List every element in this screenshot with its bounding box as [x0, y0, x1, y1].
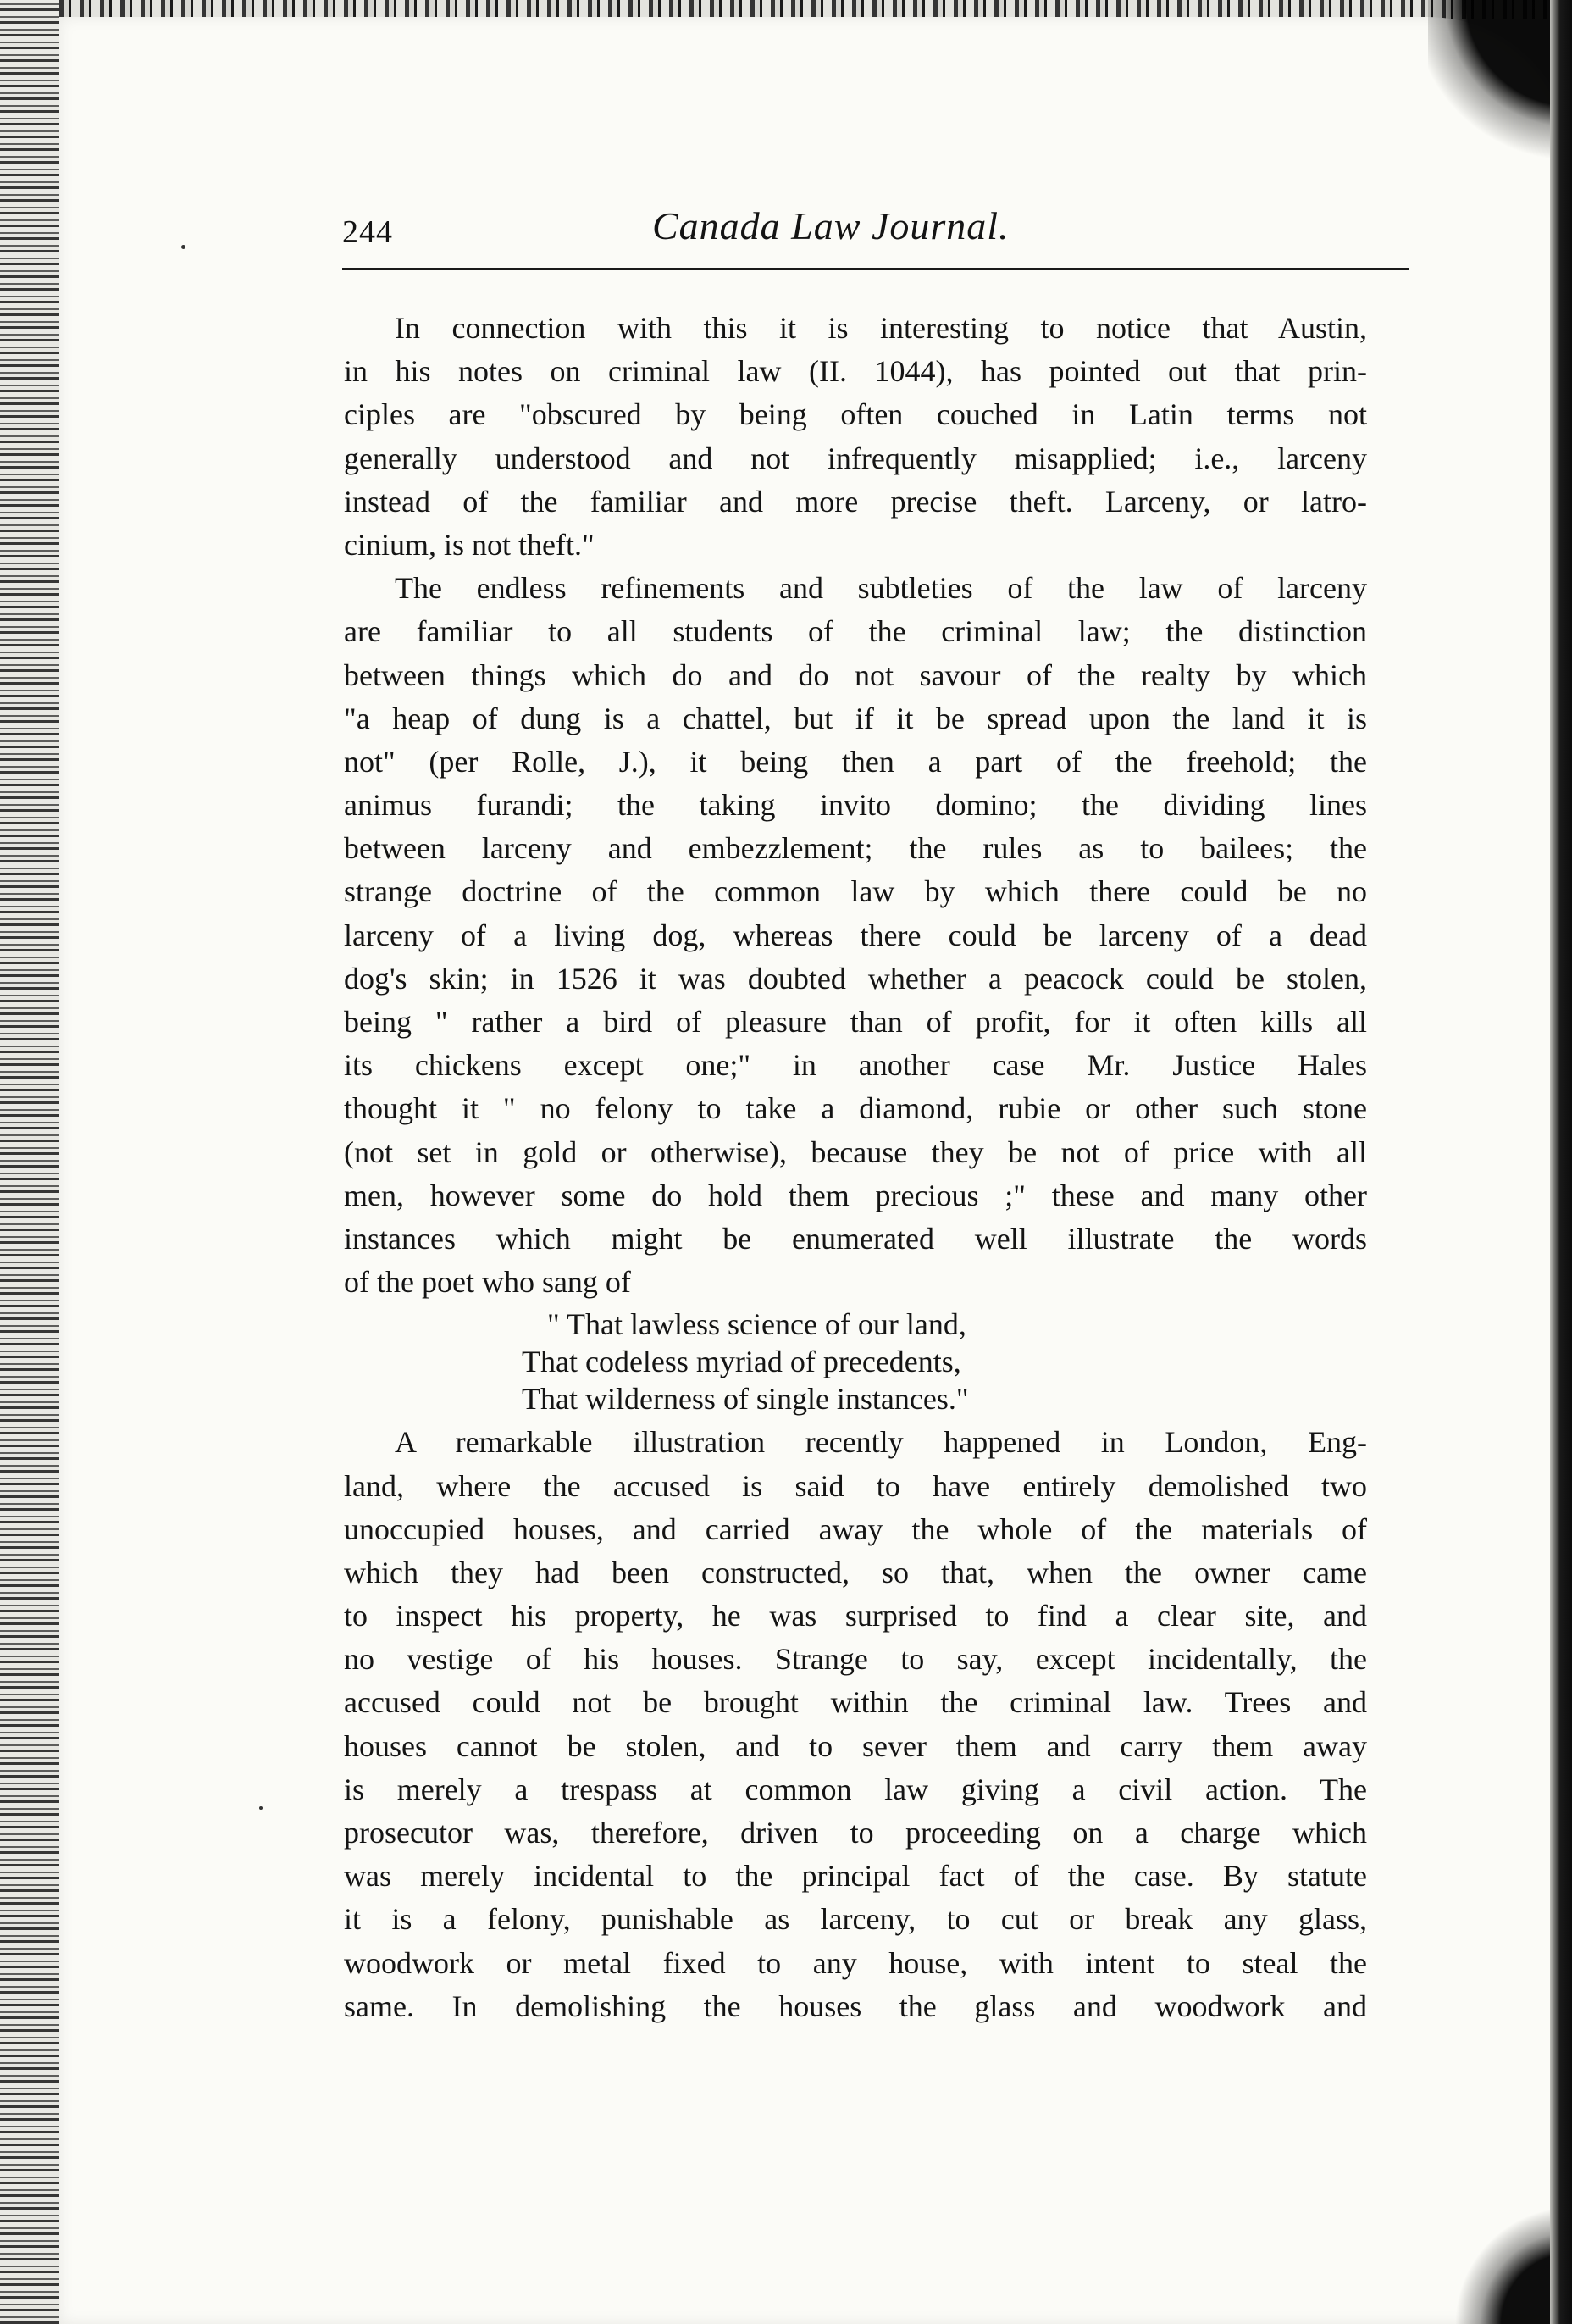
- poem-line: " That lawless science of our land,: [547, 1307, 966, 1342]
- text-line: strange doctrine of the common law by which there could be no: [344, 874, 1367, 909]
- text-line: of the poet who sang of: [344, 1265, 631, 1300]
- text-line: woodwork or metal fixed to any house, with intent to steal the: [344, 1945, 1367, 1980]
- text-line: accused could not be brought within the criminal law. Trees and: [344, 1685, 1367, 1720]
- stray-mark: [181, 245, 185, 249]
- text-line: is merely a trespass at common law giving a civil action. The: [344, 1772, 1367, 1806]
- page-header: [342, 202, 1409, 261]
- text-line: animus furandi; the taking invito domino; the dividing lines: [344, 788, 1367, 823]
- scan-top-edge: [59, 0, 1572, 19]
- text-line: prosecutor was, therefore, driven to proceeding on a charge which: [344, 1816, 1367, 1850]
- text-line: ciples are "obscured by being often couched in Latin terms not: [344, 397, 1367, 432]
- journal-title: Canada Law Journal.: [652, 204, 1010, 247]
- poem-line: That wilderness of single instances.": [522, 1382, 969, 1417]
- text-line: which they had been constructed, so that, when the owner came: [344, 1555, 1367, 1589]
- text-line: thought it " no felony to take a diamond, rubie or other such stone: [344, 1091, 1367, 1126]
- poem-line: That codeless myriad of precedents,: [522, 1345, 961, 1379]
- text-line: houses cannot be stolen, and to sever them and carry them away: [344, 1728, 1367, 1763]
- text-line: instances which might be enumerated well illustrate the words: [344, 1221, 1367, 1256]
- text-line: not" (per Rolle, J.), it being then a part of the freehold; the: [344, 744, 1367, 779]
- scan-right-edge: [1550, 0, 1572, 2324]
- text-line: unoccupied houses, and carried away the whole of the materials of: [344, 1511, 1367, 1546]
- text-line: "a heap of dung is a chattel, but if it be spread upon the land it is: [344, 701, 1367, 735]
- text-line: being " rather a bird of pleasure than of profit, for it often kills all: [344, 1005, 1367, 1039]
- stray-mark: [259, 1806, 263, 1810]
- text-line: land, where the accused is said to have entirely demolished two: [344, 1468, 1367, 1503]
- text-line: between things which do and do not savour of the realty by which: [344, 657, 1367, 692]
- text-line: are familiar to all students of the criminal law; the distinction: [344, 614, 1367, 649]
- text-line: between larceny and embezzlement; the rules as to bailees; the: [344, 831, 1367, 866]
- text-line: The endless refinements and subtleties of the law of larceny: [395, 571, 1367, 606]
- text-line: was merely incidental to the principal fact of the case. By statute: [344, 1859, 1367, 1894]
- text-line: no vestige of his houses. Strange to say, except incidentally, the: [344, 1642, 1367, 1677]
- text-line: generally understood and not infrequently misapplied; i.e., larceny: [344, 441, 1367, 475]
- paragraph-2: [344, 567, 1367, 1304]
- text-line: instead of the familiar and more precise theft. Larceny, or latro-: [344, 484, 1367, 519]
- text-line: its chickens except one;" in another case Mr. Justice Hales: [344, 1048, 1367, 1083]
- paragraph-1: [344, 307, 1367, 567]
- text-line: men, however some do hold them precious ;" these and many other: [344, 1178, 1367, 1212]
- text-line: it is a felony, punishable as larceny, to cut or break any glass,: [344, 1902, 1367, 1937]
- text-line: in his notes on criminal law (II. 1044), has pointed out that prin-: [344, 354, 1367, 389]
- text-line: A remarkable illustration recently happened in London, Eng-: [395, 1425, 1367, 1460]
- text-line: larceny of a living dog, whereas there could be larceny of a dead: [344, 918, 1367, 952]
- text-line: to inspect his property, he was surprised to find a clear site, and: [344, 1599, 1367, 1633]
- text-line: In connection with this it is interesting to notice that Austin,: [395, 311, 1367, 345]
- paragraph-3: [344, 1421, 1367, 2028]
- header-rule: [342, 268, 1409, 270]
- article-text: [344, 307, 1367, 2028]
- text-line: same. In demolishing the houses the glass and woodwork and: [344, 1988, 1367, 2023]
- page-number: 244: [342, 214, 393, 250]
- text-line: cinium, is not theft.": [344, 527, 595, 562]
- poem-quotation: [344, 1306, 1367, 1417]
- text-line: (not set in gold or otherwise), because they be not of price with all: [344, 1134, 1367, 1169]
- scan-left-edge: [0, 0, 59, 2324]
- text-line: dog's skin; in 1526 it was doubted whether a peacock could be stolen,: [344, 961, 1367, 996]
